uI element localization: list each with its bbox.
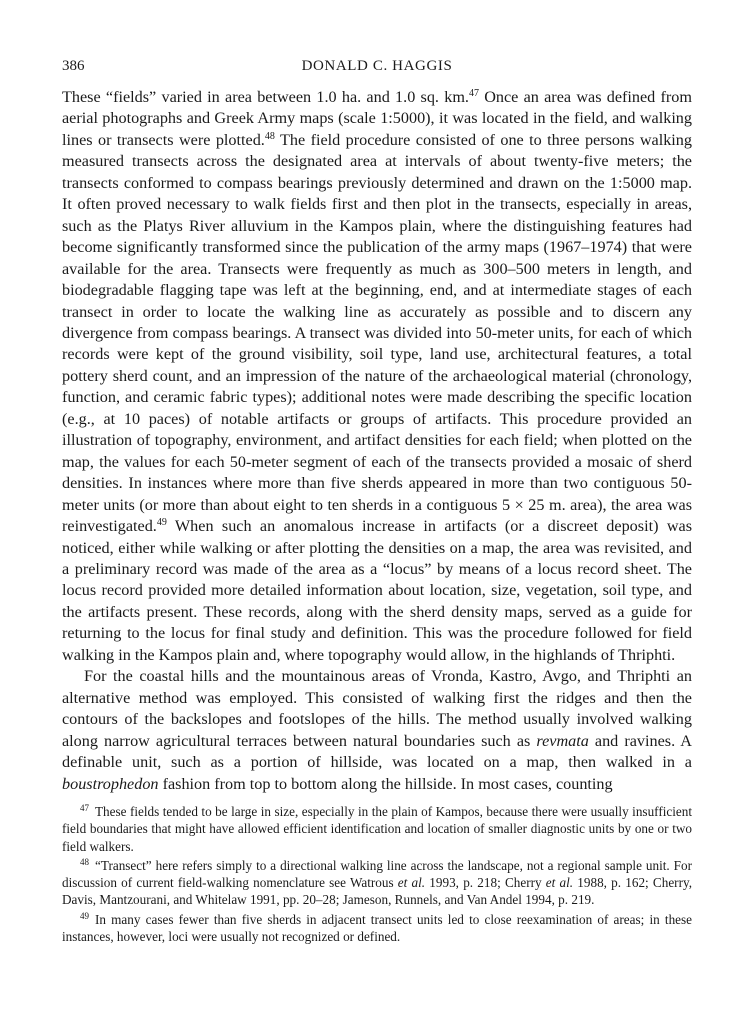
footnotes	[62, 803, 692, 947]
paragraph-1-text-d: When such an anomalous increase in artifacts (or a discreet deposit) was noticed, either while walking or after plotting the densities on a map, the area was revisited, and a preliminary record was made of the area as a “locus” by means of a locus record sheet. The locus record provided more detailed information about location, size, vegetation, soil type, and the artifacts present. These records, along with the sherd density maps, served as a guide for returning to the locus for final study and definition. This was the procedure followed for field walking in the Kampos plain and, where topography would allow, in the highlands of Thriphti.	[62, 517, 692, 664]
paragraph-2-text-c: fashion from top to bottom along the hillside. In most cases, counting	[158, 774, 613, 793]
paragraph-1	[62, 87, 692, 666]
footnote-text-b: 1993, p. 218; Cherry	[425, 875, 546, 891]
footnote-italic-et-al: et al.	[397, 875, 426, 891]
paragraph-1-text-c: The field procedure consisted of one to three persons walking measured transects across the designated area at intervals of about twenty-five meters; the transects conformed to compass bearings previously determined and drawn on the 1:5000 map. It often proved necessary to walk fields first and then plot in the transects, especially in areas, such as the Platys River alluvium in the Kampos plain, where the distinguishing features had become significantly transformed since the publication of the army maps (1967–1974) that were available for the area. Transects were frequently as much as 300–500 meters in length, and biodegradable flagging tape was left at the beginning, end, and at intermediate stages of each transect in order to locate the walking line as accurately as possible and to discern any divergence from compass bearings. A transect was divided into 50-meter units, for each of which records were kept of the ground visibility, soil type, land use, architectural features, a total pottery sherd count, and an impression of the nature of the archaeological material (chronology, function, and ceramic fabric types); additional notes were made describing the specific location (e.g., at 10 paces) of notable artifacts or groups of artifacts. This procedure provided an illustration of topography, environment, and artifact densities for each field; when plotted on the map, the values for each 50-meter segment of each of the transects provided a mosaic of sherd densities. In instances where more than five sherds appeared in more than two contiguous 50-meter units (or more than about eight to ten sherds in a contiguous 5 × 25 m. area), the area was reinvestigated.	[62, 130, 692, 536]
footnote-italic-et-al: et al.	[545, 875, 574, 891]
footnote-number: 47	[80, 803, 89, 813]
page-header	[62, 58, 692, 82]
footnote-ref-49[interactable]: 49	[156, 517, 167, 529]
footnote-47	[62, 803, 692, 855]
main-text	[62, 87, 692, 795]
page-number: 386	[62, 58, 85, 74]
term-boustrophedon: boustrophedon	[62, 774, 159, 793]
footnote-ref-48[interactable]: 48	[264, 130, 275, 142]
paragraph-1-text-a: These “fields” varied in area between 1.0 ha. and 1.0 sq. km.	[62, 88, 469, 106]
paragraph-2	[62, 666, 692, 795]
footnote-number: 48	[80, 856, 89, 867]
paragraph-2-text-b: and ravines. A definable unit, such as a portion of hillside, was located on a map, then walked in a	[62, 731, 692, 772]
footnote-number: 49	[80, 910, 89, 921]
paragraph-2-text-a: For the coastal hills and the mountainous areas of Vronda, Kastro, Avgo, and Thriphti an alternative method was employed. This consisted of walking first the ridges and then the contours of the backslopes and footslopes of the hills. The method usually involved walking along narrow agricultural terraces between natural boundaries such as	[62, 667, 692, 750]
footnote-48	[62, 857, 692, 909]
footnote-49	[62, 911, 692, 946]
footnote-text-c: 1988, p. 162; Cherry, Davis, Mantzourani, and Whitelaw 1991, pp. 20–28; Jameson, Runnels, and Van Andel 1994, p. 219.	[62, 875, 692, 908]
footnote-text: These fields tended to be large in size, especially in the plain of Kampos, because there were usually insufficient field boundaries that might have allowed efficient identification and location of smaller diagnostic units by one or two field walkers.	[62, 804, 692, 854]
term-revmata: revmata	[536, 731, 589, 750]
paragraph-1-text-b: Once an area was defined from aerial photographs and Greek Army maps (scale 1:5000), it was located in the field, and walking lines or transects were plotted.	[62, 88, 692, 149]
footnote-text: In many cases fewer than five sherds in adjacent transect units led to close reexamination of areas; in these instances, however, loci were usually not recognized or defined.	[62, 911, 692, 945]
footnote-text-a: “Transect” here refers simply to a directional walking line across the landscape, not a regional sample unit. For discussion of current field-walking nomenclature see Watrous	[62, 857, 692, 891]
running-head-author: DONALD C. HAGGIS	[301, 58, 453, 74]
footnote-ref-47[interactable]: 47	[468, 88, 479, 99]
